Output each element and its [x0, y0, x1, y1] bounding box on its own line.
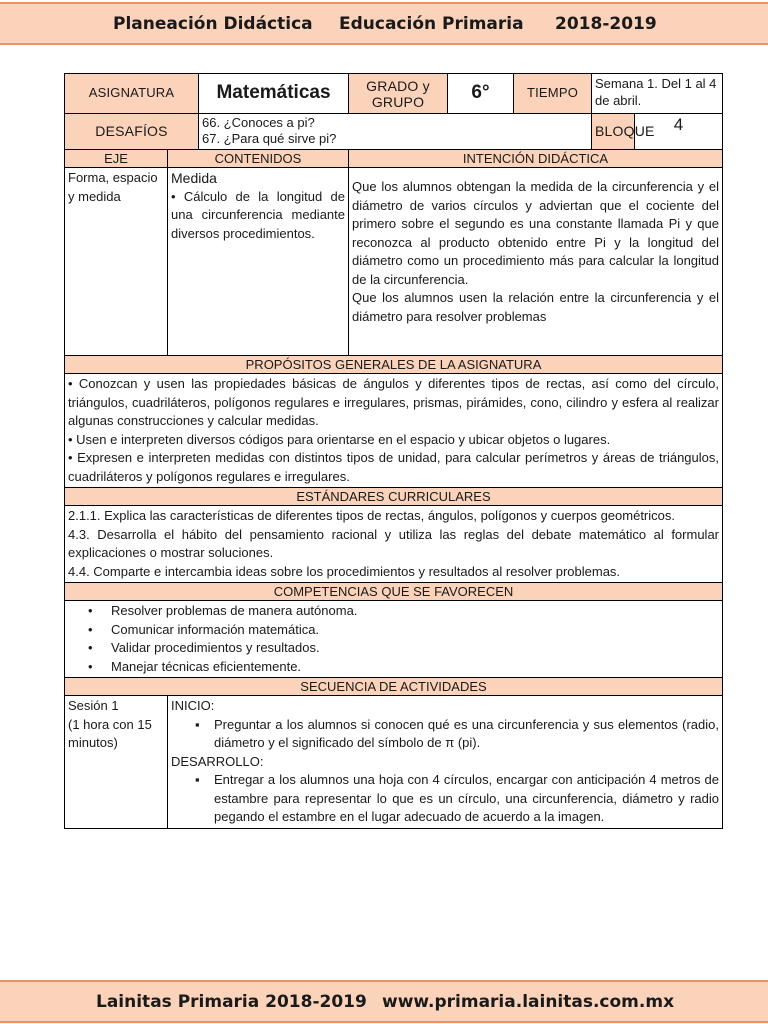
intencion-text: Que los alumnos obtengan la medida de la circunferencia y el diámetro de varios círculos y adviertan que el cociente del primero sobre el segundo es una constante llamada Pi y que reconozca al producto obtenido entre Pi y la longitud del diámetro como un procedimiento más para calcular la longitud de la circunferencia.: [352, 179, 719, 287]
inicio-item: ▪ Preguntar a los alumnos si conocen qué es una circunferencia y sus elementos (radio, diámetro y el significado del símbolo de π (pi).: [171, 716, 719, 753]
desafio-item: 67. ¿Para qué sirve pi?: [202, 131, 337, 146]
secuencia-header: SECUENCIA DE ACTIVIDADES: [65, 678, 723, 696]
propositos-cell: [65, 374, 723, 488]
estandares-header: ESTÁNDARES CURRICULARES: [65, 488, 723, 506]
contenido-cell: [168, 168, 349, 356]
session-time: (1 hora con 15 minutos): [68, 716, 152, 750]
proposito-item: • Conozcan y usen las propiedades básicas de ángulos y diferentes tipos de rectas, así como del círculo, triángulos, cuadriláteros, polígonos regulares e irregulares, prismas, pirámides, cono, cilindro y esfera al realizar algunas construcciones y calcular medidas.: [68, 376, 719, 428]
asignatura-value: Matemáticas: [199, 74, 349, 114]
footer-url[interactable]: www.primaria.lainitas.com.mx: [382, 991, 675, 1012]
estandar-item: 2.1.1. Explica las características de diferentes tipos de rectas, ángulos, polígonos y cuerpos geométricos.: [68, 508, 675, 523]
competencia-item: • Resolver problemas de manera autónoma.: [88, 602, 719, 621]
session-cell: [65, 696, 168, 829]
session-label: Sesión 1: [68, 698, 119, 713]
tiempo-label: TIEMPO: [514, 74, 592, 114]
page-header-bar: [0, 2, 768, 45]
grado-label: GRADO y GRUPO: [349, 74, 448, 114]
activities-cell: [168, 696, 723, 829]
desafios-list: [199, 114, 592, 150]
bloque-label: BLOQUE: [592, 114, 635, 150]
proposito-item: • Expresen e interpreten medidas con distintos tipos de unidad, para calcular perímetros y áreas de triángulos, cuadriláteros y polígonos regulares e irregulares.: [68, 450, 719, 484]
competencia-item: • Comunicar información matemática.: [88, 621, 719, 640]
bloque-value: 4: [635, 114, 723, 150]
estandar-item: 4.3. Desarrolla el hábito del pensamiento racional y utiliza las reglas del debate matemático al formular explicaciones o mostrar soluciones.: [68, 526, 719, 560]
header-title: Planeación Didáctica: [113, 13, 313, 34]
competencias-header: COMPETENCIAS QUE SE FAVORECEN: [65, 583, 723, 601]
page-footer-bar: [0, 980, 768, 1023]
estandares-cell: [65, 506, 723, 583]
intencion-cell: [349, 168, 723, 356]
competencia-item: • Manejar técnicas eficientemente.: [88, 658, 719, 677]
desafios-label: DESAFÍOS: [65, 114, 199, 150]
desarrollo-item: ▪ Entregar a los alumnos una hoja con 4 círculos, encargar con anticipación 4 metros de estambre para representar lo que es un círculo, una circunferencia, diámetro y radio pegando el estambre en el lugar adecuado de acuerdo a la imagen.: [171, 771, 719, 827]
competencias-cell: [65, 601, 723, 678]
desafio-item: 66. ¿Conoces a pi?: [202, 115, 315, 130]
eje-header: EJE: [65, 150, 168, 168]
desarrollo-label: DESARROLLO:: [171, 753, 264, 769]
header-level: Educación Primaria: [339, 13, 524, 34]
propositos-header: PROPÓSITOS GENERALES DE LA ASIGNATURA: [65, 356, 723, 374]
contenido-title: Medida: [171, 170, 217, 186]
grado-value: 6°: [448, 74, 514, 114]
contenido-text: • Cálculo de la longitud de una circunferencia mediante diversos procedimientos.: [171, 188, 345, 241]
footer-brand: Lainitas Primaria 2018-2019: [96, 991, 367, 1012]
asignatura-label: ASIGNATURA: [65, 74, 199, 114]
competencia-item: • Validar procedimientos y resultados.: [88, 639, 719, 658]
intencion-text: Que los alumnos usen la relación entre la circunferencia y el diámetro para resolver problemas: [352, 290, 719, 324]
eje-value: Forma, espacio y medida: [65, 168, 168, 356]
proposito-item: • Usen e interpreten diversos códigos para orientarse en el espacio y ubicar objetos o lugares.: [68, 431, 611, 447]
inicio-label: INICIO:: [171, 698, 215, 713]
contenidos-header: CONTENIDOS: [168, 150, 349, 168]
estandar-item: 4.4. Comparte e intercambia ideas sobre los procedimientos y resultados al resolver problemas.: [68, 563, 621, 579]
intencion-header: INTENCIÓN DIDÁCTICA: [349, 150, 723, 168]
tiempo-value: Semana 1. Del 1 al 4 de abril.: [592, 74, 723, 114]
planning-table: [64, 73, 723, 829]
header-year: 2018-2019: [555, 13, 657, 34]
